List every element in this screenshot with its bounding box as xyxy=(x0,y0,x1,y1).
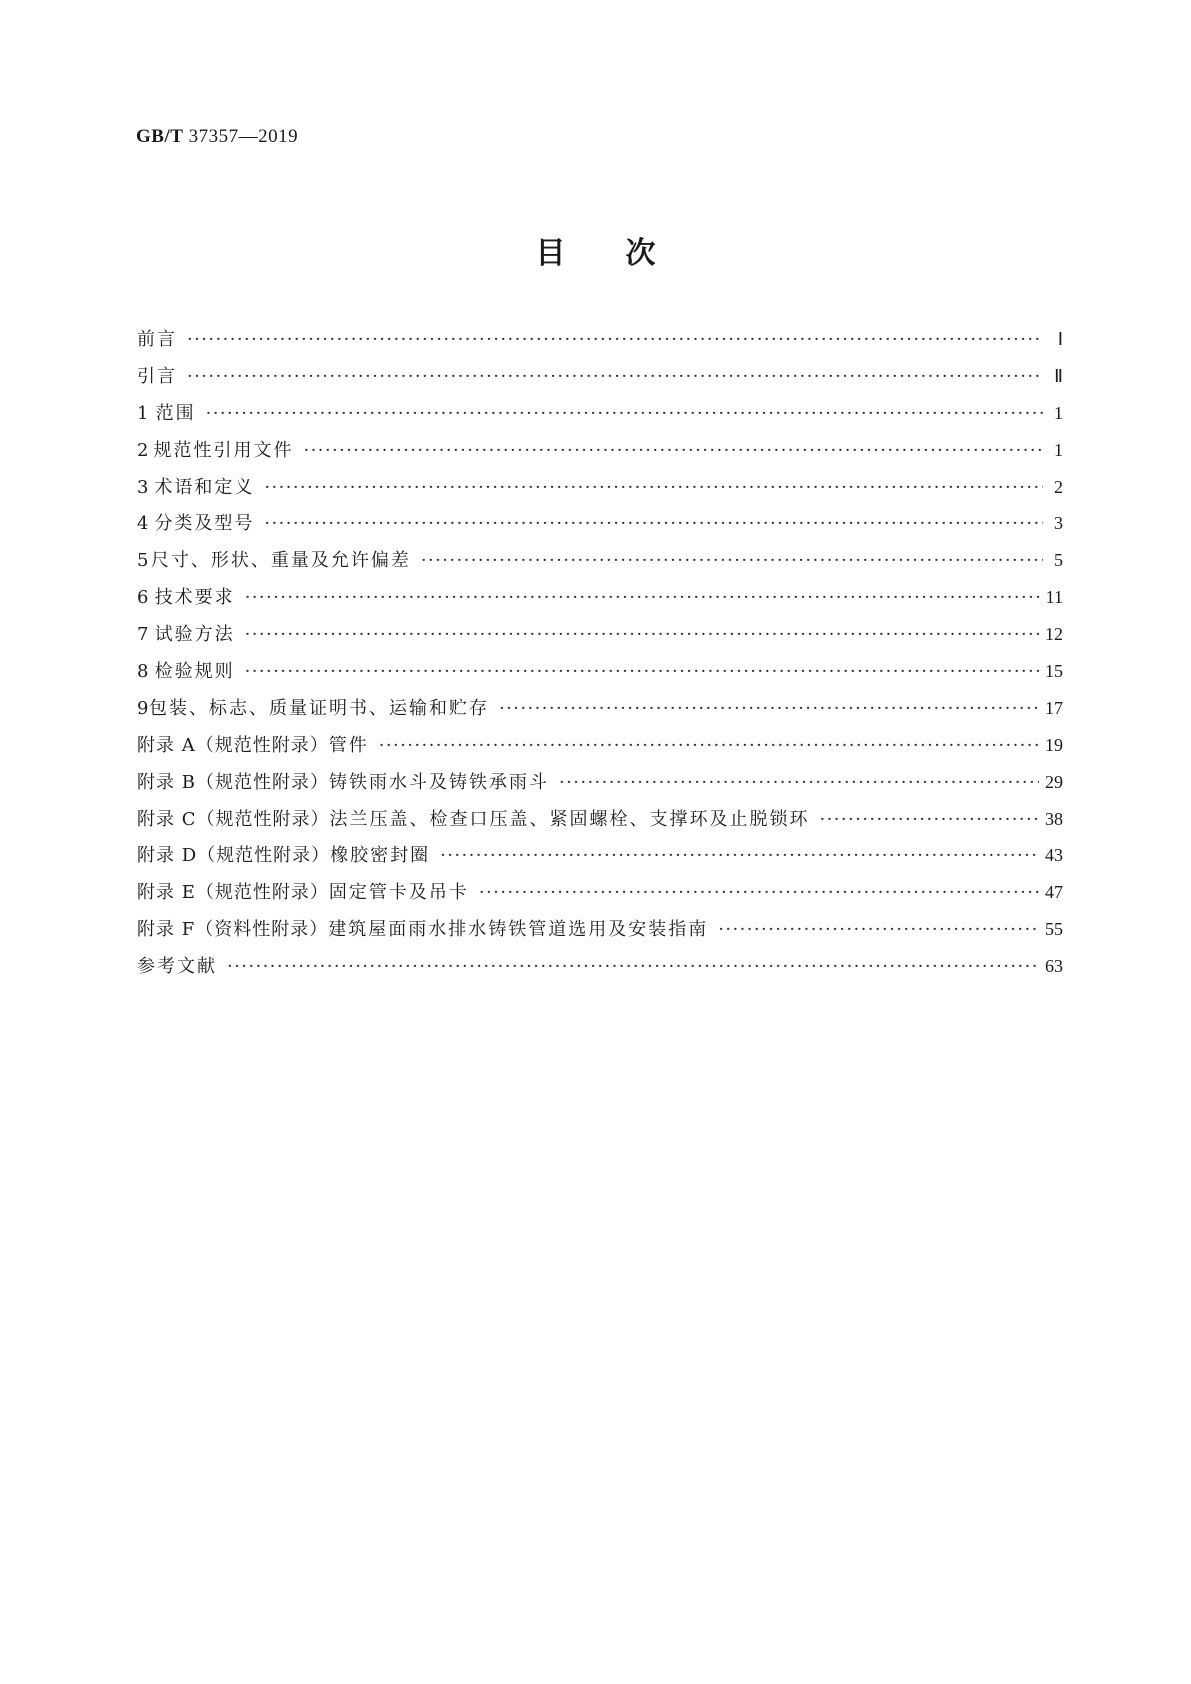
toc-entry-number: 2 xyxy=(137,439,149,461)
toc-entry-annex-c[interactable] xyxy=(137,807,1063,844)
toc-entry-annex-b[interactable] xyxy=(137,770,1063,807)
toc-entry-annex-f[interactable] xyxy=(137,917,1063,954)
toc-entry-label: 技术要求 xyxy=(154,587,235,609)
toc-entry-label: 橡胶密封圈 xyxy=(330,845,431,867)
toc-entry-label: 试验方法 xyxy=(154,624,235,646)
toc-leader xyxy=(379,734,1039,758)
toc-entry-section-9[interactable] xyxy=(137,696,1063,733)
toc-entry-label: 参考文献 xyxy=(137,956,217,978)
toc-entry-label: 管件 xyxy=(328,734,369,756)
toc-entry-label: 尺寸、形状、重量及允许偏差 xyxy=(150,550,411,572)
toc-leader xyxy=(559,771,1039,795)
toc-entry-page: 43 xyxy=(1045,845,1063,866)
toc-leader xyxy=(820,808,1040,832)
toc-entry-annex-prefix: 附录 E（规范性附录） xyxy=(137,882,329,904)
toc-entry-label: 建筑屋面雨水排水铸铁管道选用及安装指南 xyxy=(328,919,709,941)
toc-entry-number: 6 xyxy=(137,587,149,609)
toc-leader xyxy=(479,881,1039,905)
toc-entry-page: 19 xyxy=(1045,734,1063,755)
toc-entry-label: 前言 xyxy=(137,329,177,350)
toc-entry-label: 分类及型号 xyxy=(154,513,255,535)
toc-entry-page: 38 xyxy=(1045,808,1063,829)
toc-leader xyxy=(718,918,1039,942)
document-code-number: 37357—2019 xyxy=(188,126,299,147)
toc-entry-number: 7 xyxy=(137,624,149,646)
toc-leader xyxy=(245,586,1040,610)
toc-entry-number: 9 xyxy=(137,697,149,719)
toc-entry-introduction[interactable] xyxy=(137,364,1063,401)
toc-entry-page: 1 xyxy=(1054,402,1063,423)
toc-entry-page: Ⅱ xyxy=(1054,365,1063,386)
toc-entry-page: 2 xyxy=(1054,476,1063,497)
toc-entry-label: 包装、标志、质量证明书、运输和贮存 xyxy=(149,697,490,719)
toc-entry-annex-prefix: 附录 C（规范性附录） xyxy=(137,808,330,830)
toc-entry-label: 引言 xyxy=(137,365,177,387)
toc-entry-bibliography[interactable] xyxy=(137,954,1063,991)
toc-entry-number: 4 xyxy=(137,513,149,535)
toc-entry-label: 规范性引用文件 xyxy=(153,439,294,461)
toc-entry-page: 1 xyxy=(1054,439,1063,460)
toc-leader xyxy=(227,955,1039,979)
toc-entry-section-4[interactable] xyxy=(137,511,1063,548)
toc-entry-page: Ⅰ xyxy=(1057,329,1063,349)
toc-title-char-1: 目 xyxy=(535,236,566,271)
toc-leader xyxy=(499,697,1039,721)
table-of-contents xyxy=(137,327,1063,991)
toc-entry-number: 5 xyxy=(137,550,149,572)
toc-entry-annex-prefix: 附录 F（资料性附录） xyxy=(137,919,329,941)
toc-entry-page: 5 xyxy=(1054,550,1063,571)
toc-entry-section-7[interactable] xyxy=(137,622,1063,659)
document-code-prefix: GB/T xyxy=(136,126,184,147)
toc-title xyxy=(0,228,1191,272)
toc-leader xyxy=(264,476,1043,500)
toc-entry-label: 法兰压盖、检查口压盖、紧固螺栓、支撑环及止脱锁环 xyxy=(329,808,810,830)
toc-leader xyxy=(187,365,1043,389)
toc-entry-annex-prefix: 附录 B（规范性附录） xyxy=(137,771,329,793)
toc-entry-page: 11 xyxy=(1045,587,1063,608)
toc-entry-page: 12 xyxy=(1045,624,1063,645)
toc-entry-label: 检验规则 xyxy=(154,661,235,683)
toc-entry-annex-prefix: 附录 A（规范性附录） xyxy=(137,734,329,756)
toc-entry-page: 47 xyxy=(1045,882,1063,903)
toc-leader xyxy=(187,328,1043,352)
toc-entry-page: 15 xyxy=(1045,661,1063,682)
toc-entry-page: 55 xyxy=(1045,919,1063,940)
toc-entry-section-3[interactable] xyxy=(137,475,1063,512)
toc-title-char-2: 次 xyxy=(625,236,656,271)
toc-leader xyxy=(421,549,1043,573)
toc-entry-number: 1 xyxy=(137,402,149,424)
toc-entry-annex-prefix: 附录 D（规范性附录） xyxy=(137,845,331,867)
toc-entry-annex-e[interactable] xyxy=(137,880,1063,917)
toc-entry-page: 3 xyxy=(1054,513,1063,534)
toc-entry-page: 29 xyxy=(1045,771,1063,792)
toc-entry-label: 范围 xyxy=(155,402,196,424)
toc-leader xyxy=(264,512,1043,536)
toc-entry-section-5[interactable] xyxy=(137,548,1063,585)
toc-entry-number: 8 xyxy=(137,661,149,683)
toc-entry-section-2[interactable] xyxy=(137,438,1063,475)
toc-entry-section-1[interactable] xyxy=(137,401,1063,438)
toc-entry-section-6[interactable] xyxy=(137,585,1063,622)
toc-entry-section-8[interactable] xyxy=(137,659,1063,696)
toc-leader xyxy=(440,844,1039,868)
toc-entry-label: 铸铁雨水斗及铸铁承雨斗 xyxy=(328,771,549,793)
toc-entry-page: 63 xyxy=(1045,956,1063,977)
toc-entry-page: 17 xyxy=(1045,697,1063,718)
toc-leader xyxy=(245,623,1039,647)
toc-entry-foreword[interactable] xyxy=(137,327,1063,364)
document-code xyxy=(136,126,298,148)
toc-entry-number: 3 xyxy=(137,476,149,498)
toc-entry-label: 术语和定义 xyxy=(154,476,255,498)
toc-leader xyxy=(303,439,1043,463)
toc-entry-annex-a[interactable] xyxy=(137,733,1063,770)
toc-leader xyxy=(206,402,1043,426)
toc-entry-annex-d[interactable] xyxy=(137,843,1063,880)
toc-entry-label: 固定管卡及吊卡 xyxy=(328,882,469,904)
toc-leader xyxy=(245,660,1039,684)
